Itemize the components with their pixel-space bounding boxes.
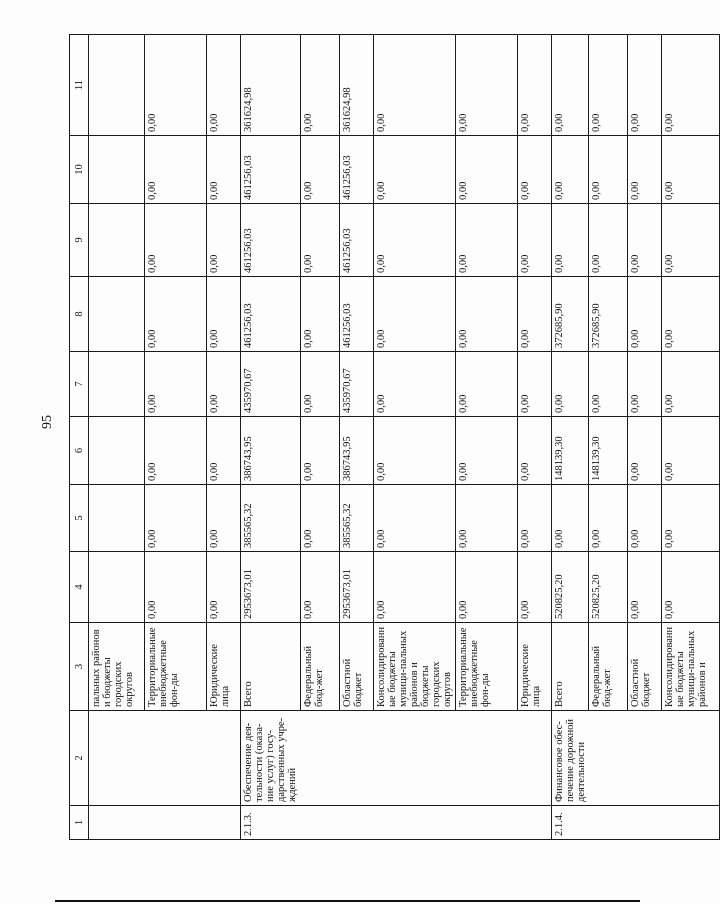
value-cell-10: 0,00 bbox=[628, 136, 662, 204]
header-cell-7: 7 bbox=[70, 352, 89, 417]
header-cell-1: 1 bbox=[70, 806, 89, 840]
value-cell-5: 385565,32 bbox=[339, 485, 373, 552]
value-cell-10: 461256,03 bbox=[339, 136, 373, 204]
value-cell-7: 0,00 bbox=[662, 352, 720, 417]
value-cell-9: 461256,03 bbox=[339, 204, 373, 277]
code-cell bbox=[207, 806, 241, 840]
value-cell-5: 0,00 bbox=[145, 485, 207, 552]
value-cell-6: 386743,95 bbox=[339, 417, 373, 485]
table-row bbox=[455, 35, 517, 840]
value-cell-6: 0,00 bbox=[145, 417, 207, 485]
page-number: 95 bbox=[40, 415, 55, 429]
value-cell-7: 0,00 bbox=[207, 352, 241, 417]
header-cell-3: 3 bbox=[70, 623, 89, 711]
table-row bbox=[517, 35, 551, 840]
name-cell bbox=[145, 711, 207, 806]
code-cell bbox=[628, 806, 662, 840]
value-cell-10: 0,00 bbox=[207, 136, 241, 204]
value-cell-4: 0,00 bbox=[300, 552, 339, 623]
table-row bbox=[373, 35, 455, 840]
name-cell bbox=[373, 711, 455, 806]
table-row bbox=[207, 35, 241, 840]
value-cell-5: 385565,32 bbox=[241, 485, 301, 552]
value-cell-11: 0,00 bbox=[455, 35, 517, 136]
value-cell-10: 0,00 bbox=[589, 136, 628, 204]
value-cell-5 bbox=[89, 485, 145, 552]
table-row bbox=[662, 35, 720, 840]
value-cell-4: 520825,20 bbox=[589, 552, 628, 623]
value-cell-7: 0,00 bbox=[145, 352, 207, 417]
source-cell: Территориальные внебюджетные фон-ды bbox=[455, 623, 517, 711]
source-cell: Областной бюджет bbox=[339, 623, 373, 711]
value-cell-9: 461256,03 bbox=[241, 204, 301, 277]
value-cell-8: 0,00 bbox=[145, 277, 207, 352]
value-cell-8: 0,00 bbox=[373, 277, 455, 352]
value-cell-4 bbox=[89, 552, 145, 623]
table-row bbox=[241, 35, 301, 840]
value-cell-4: 0,00 bbox=[455, 552, 517, 623]
name-cell bbox=[89, 711, 145, 806]
name-cell bbox=[517, 711, 551, 806]
value-cell-8: 372685,90 bbox=[589, 277, 628, 352]
value-cell-10: 0,00 bbox=[300, 136, 339, 204]
value-cell-6: 0,00 bbox=[455, 417, 517, 485]
name-cell: Обеспечение дея-тельности (оказа-ние услуг) госу-дарственных учре-ждений bbox=[241, 711, 301, 806]
value-cell-7: 0,00 bbox=[455, 352, 517, 417]
value-cell-8: 461256,03 bbox=[241, 277, 301, 352]
header-cell-2: 2 bbox=[70, 711, 89, 806]
value-cell-8: 461256,03 bbox=[339, 277, 373, 352]
code-cell bbox=[300, 806, 339, 840]
value-cell-8: 372685,90 bbox=[551, 277, 589, 352]
rotated-table-container bbox=[69, 35, 708, 840]
value-cell-9: 0,00 bbox=[551, 204, 589, 277]
value-cell-5: 0,00 bbox=[551, 485, 589, 552]
value-cell-11: 0,00 bbox=[628, 35, 662, 136]
value-cell-7: 0,00 bbox=[373, 352, 455, 417]
source-cell: Консолидированные бюджеты муници-пальных районов и bbox=[662, 623, 720, 711]
value-cell-6: 0,00 bbox=[517, 417, 551, 485]
value-cell-11: 361624,98 bbox=[339, 35, 373, 136]
value-cell-7: 0,00 bbox=[551, 352, 589, 417]
value-cell-5: 0,00 bbox=[517, 485, 551, 552]
value-cell-11 bbox=[89, 35, 145, 136]
value-cell-11: 0,00 bbox=[551, 35, 589, 136]
name-cell bbox=[339, 711, 373, 806]
name-cell bbox=[589, 711, 628, 806]
value-cell-8: 0,00 bbox=[455, 277, 517, 352]
name-cell bbox=[207, 711, 241, 806]
code-cell bbox=[589, 806, 628, 840]
value-cell-8: 0,00 bbox=[207, 277, 241, 352]
value-cell-11: 0,00 bbox=[373, 35, 455, 136]
value-cell-4: 0,00 bbox=[145, 552, 207, 623]
value-cell-10: 0,00 bbox=[373, 136, 455, 204]
table-row bbox=[145, 35, 207, 840]
header-cell-6: 6 bbox=[70, 417, 89, 485]
code-cell bbox=[89, 806, 145, 840]
value-cell-4: 0,00 bbox=[628, 552, 662, 623]
value-cell-9: 0,00 bbox=[589, 204, 628, 277]
value-cell-11: 0,00 bbox=[145, 35, 207, 136]
value-cell-6: 148139,30 bbox=[589, 417, 628, 485]
value-cell-7: 435970,67 bbox=[339, 352, 373, 417]
value-cell-10 bbox=[89, 136, 145, 204]
source-cell: Областной бюджет bbox=[628, 623, 662, 711]
budget-table bbox=[69, 34, 720, 840]
value-cell-4: 0,00 bbox=[207, 552, 241, 623]
value-cell-6: 0,00 bbox=[300, 417, 339, 485]
code-cell bbox=[662, 806, 720, 840]
value-cell-7: 0,00 bbox=[517, 352, 551, 417]
table-header-row bbox=[70, 35, 89, 840]
table-row bbox=[300, 35, 339, 840]
value-cell-9: 0,00 bbox=[517, 204, 551, 277]
header-cell-9: 9 bbox=[70, 204, 89, 277]
source-cell: Юридические лица bbox=[517, 623, 551, 711]
code-cell bbox=[455, 806, 517, 840]
code-cell bbox=[145, 806, 207, 840]
value-cell-9: 0,00 bbox=[455, 204, 517, 277]
value-cell-7: 0,00 bbox=[300, 352, 339, 417]
value-cell-10: 0,00 bbox=[551, 136, 589, 204]
table-row bbox=[89, 35, 145, 840]
value-cell-9: 0,00 bbox=[207, 204, 241, 277]
value-cell-5: 0,00 bbox=[455, 485, 517, 552]
value-cell-9: 0,00 bbox=[145, 204, 207, 277]
table-row bbox=[551, 35, 589, 840]
source-cell: пальных районов и бюджеты городских округов bbox=[89, 623, 145, 711]
value-cell-9: 0,00 bbox=[628, 204, 662, 277]
value-cell-11: 0,00 bbox=[207, 35, 241, 136]
value-cell-7: 0,00 bbox=[589, 352, 628, 417]
value-cell-9: 0,00 bbox=[662, 204, 720, 277]
source-cell: Территориальные внебюджетные фон-ды bbox=[145, 623, 207, 711]
code-cell bbox=[339, 806, 373, 840]
code-cell bbox=[373, 806, 455, 840]
value-cell-8: 0,00 bbox=[628, 277, 662, 352]
name-cell bbox=[455, 711, 517, 806]
header-cell-8: 8 bbox=[70, 277, 89, 352]
value-cell-4: 520825,20 bbox=[551, 552, 589, 623]
code-cell: 2.1.4. bbox=[551, 806, 589, 840]
page-bottom-rule bbox=[55, 900, 640, 902]
name-cell bbox=[662, 711, 720, 806]
code-cell: 2.1.3. bbox=[241, 806, 301, 840]
value-cell-4: 0,00 bbox=[662, 552, 720, 623]
source-cell: Федеральный бюд-жет bbox=[300, 623, 339, 711]
value-cell-4: 2953673,01 bbox=[339, 552, 373, 623]
value-cell-5: 0,00 bbox=[207, 485, 241, 552]
header-cell-10: 10 bbox=[70, 136, 89, 204]
value-cell-6: 0,00 bbox=[628, 417, 662, 485]
value-cell-9 bbox=[89, 204, 145, 277]
source-cell: Юридические лица bbox=[207, 623, 241, 711]
header-cell-11: 11 bbox=[70, 35, 89, 136]
value-cell-4: 0,00 bbox=[517, 552, 551, 623]
name-cell bbox=[628, 711, 662, 806]
table-row bbox=[628, 35, 662, 840]
header-cell-4: 4 bbox=[70, 552, 89, 623]
value-cell-6: 0,00 bbox=[207, 417, 241, 485]
value-cell-9: 0,00 bbox=[373, 204, 455, 277]
header-cell-5: 5 bbox=[70, 485, 89, 552]
value-cell-6: 148139,30 bbox=[551, 417, 589, 485]
value-cell-8: 0,00 bbox=[517, 277, 551, 352]
value-cell-6: 0,00 bbox=[373, 417, 455, 485]
table-row bbox=[339, 35, 373, 840]
value-cell-5: 0,00 bbox=[373, 485, 455, 552]
code-cell bbox=[517, 806, 551, 840]
value-cell-11: 0,00 bbox=[589, 35, 628, 136]
value-cell-6 bbox=[89, 417, 145, 485]
value-cell-8: 0,00 bbox=[662, 277, 720, 352]
value-cell-7: 0,00 bbox=[628, 352, 662, 417]
source-cell: Всего bbox=[241, 623, 301, 711]
value-cell-4: 2953673,01 bbox=[241, 552, 301, 623]
value-cell-11: 0,00 bbox=[517, 35, 551, 136]
source-cell: Федеральный бюд-жет bbox=[589, 623, 628, 711]
value-cell-6: 386743,95 bbox=[241, 417, 301, 485]
value-cell-9: 0,00 bbox=[300, 204, 339, 277]
value-cell-7: 435970,67 bbox=[241, 352, 301, 417]
value-cell-10: 461256,03 bbox=[241, 136, 301, 204]
value-cell-7 bbox=[89, 352, 145, 417]
value-cell-10: 0,00 bbox=[662, 136, 720, 204]
value-cell-8 bbox=[89, 277, 145, 352]
value-cell-6: 0,00 bbox=[662, 417, 720, 485]
table-row bbox=[589, 35, 628, 840]
value-cell-10: 0,00 bbox=[517, 136, 551, 204]
value-cell-10: 0,00 bbox=[145, 136, 207, 204]
value-cell-11: 0,00 bbox=[662, 35, 720, 136]
name-cell: Финансовое обес-печение дорожной деятельности bbox=[551, 711, 589, 806]
source-cell: Всего bbox=[551, 623, 589, 711]
value-cell-5: 0,00 bbox=[662, 485, 720, 552]
value-cell-11: 361624,98 bbox=[241, 35, 301, 136]
source-cell: Консолидированные бюджеты муници-пальных районов и бюджеты городских округов bbox=[373, 623, 455, 711]
value-cell-5: 0,00 bbox=[628, 485, 662, 552]
value-cell-8: 0,00 bbox=[300, 277, 339, 352]
name-cell bbox=[300, 711, 339, 806]
value-cell-11: 0,00 bbox=[300, 35, 339, 136]
value-cell-10: 0,00 bbox=[455, 136, 517, 204]
value-cell-5: 0,00 bbox=[300, 485, 339, 552]
value-cell-5: 0,00 bbox=[589, 485, 628, 552]
value-cell-4: 0,00 bbox=[373, 552, 455, 623]
